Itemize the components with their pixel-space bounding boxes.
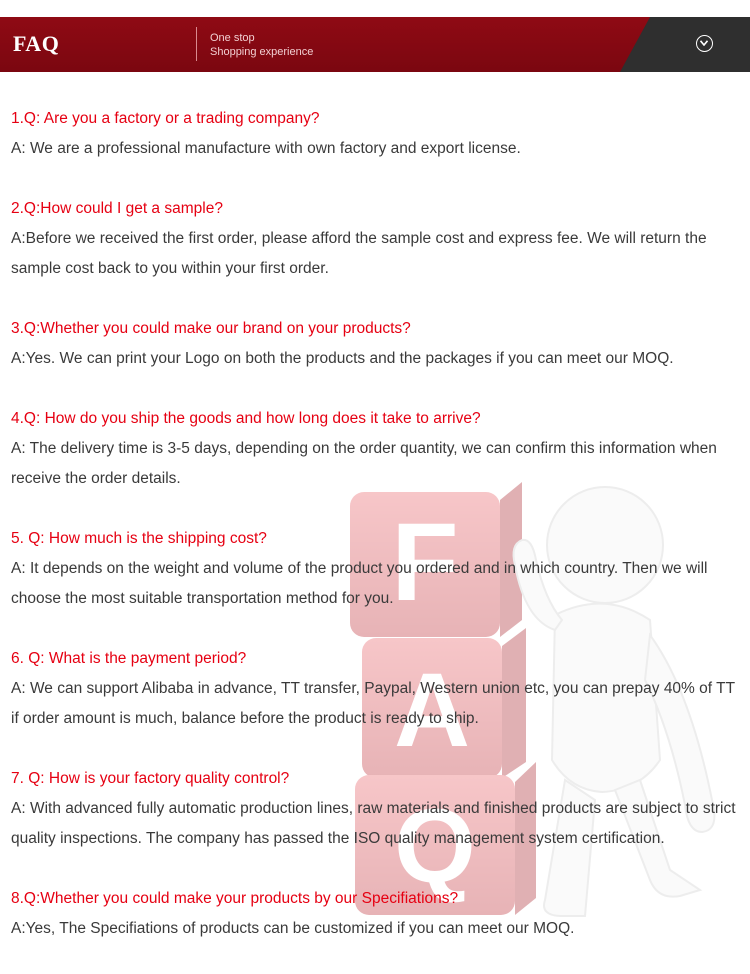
faq-answer: A: We are a professional manufacture with own factory and export license. bbox=[11, 140, 521, 157]
cube-letter-q: Q bbox=[394, 788, 476, 905]
faq-item bbox=[11, 314, 741, 374]
faq-item bbox=[11, 104, 741, 164]
faq-answer: A:Yes, The Specifiations of products can be customized if you can meet our MOQ. bbox=[11, 920, 575, 937]
faq-item bbox=[11, 194, 741, 284]
faq-question: 6. Q: What is the payment period? bbox=[11, 650, 247, 667]
faq-item bbox=[11, 764, 741, 854]
banner-divider bbox=[196, 27, 197, 61]
banner-tagline bbox=[210, 31, 313, 59]
faq-question: 8.Q:Whether you could make your products by our Specifiations? bbox=[11, 890, 459, 907]
tagline-line-2: Shopping experience bbox=[210, 46, 314, 58]
tagline-line-1: One stop bbox=[210, 32, 255, 44]
faq-answer: A: With advanced fully automatic production lines, raw materials and finished products are subject to strict quality inspections. The company has passed the ISO quality management system certification. bbox=[11, 800, 736, 847]
faq-list bbox=[11, 104, 741, 974]
faq-banner bbox=[0, 17, 750, 72]
faq-item bbox=[11, 884, 741, 944]
faq-question: 7. Q: How is your factory quality control? bbox=[11, 770, 290, 787]
faq-item bbox=[11, 644, 741, 734]
chevron-down-circle-icon[interactable] bbox=[696, 35, 713, 52]
faq-item bbox=[11, 524, 741, 614]
faq-answer: A:Before we received the first order, please afford the sample cost and express fee. We will return the sample cost back to you within your first order. bbox=[11, 230, 707, 277]
banner-dark-wedge bbox=[620, 17, 650, 72]
faq-question: 1.Q: Are you a factory or a trading company? bbox=[11, 110, 320, 127]
faq-question: 3.Q:Whether you could make our brand on your products? bbox=[11, 320, 411, 337]
cube-letter-a: A bbox=[394, 652, 470, 769]
faq-question: 5. Q: How much is the shipping cost? bbox=[11, 530, 267, 547]
faq-item bbox=[11, 404, 741, 494]
faq-answer: A: The delivery time is 3-5 days, depending on the order quantity, we can confirm this information when receive the order details. bbox=[11, 440, 717, 487]
faq-answer: A: We can support Alibaba in advance, TT transfer, Paypal, Western union etc, you can prepay 40% of TT if order amount is much, balance before the product is ready to ship. bbox=[11, 680, 735, 727]
cube-letter-f: F bbox=[391, 501, 459, 624]
faq-question: 2.Q:How could I get a sample? bbox=[11, 200, 223, 217]
faq-answer: A:Yes. We can print your Logo on both the products and the packages if you can meet our MOQ. bbox=[11, 350, 674, 367]
faq-answer: A: It depends on the weight and volume of the product you ordered and in which country. Then we will choose the most suitable transportation method for you. bbox=[11, 560, 708, 607]
page-title: FAQ bbox=[13, 31, 60, 56]
faq-question: 4.Q: How do you ship the goods and how long does it take to arrive? bbox=[11, 410, 481, 427]
